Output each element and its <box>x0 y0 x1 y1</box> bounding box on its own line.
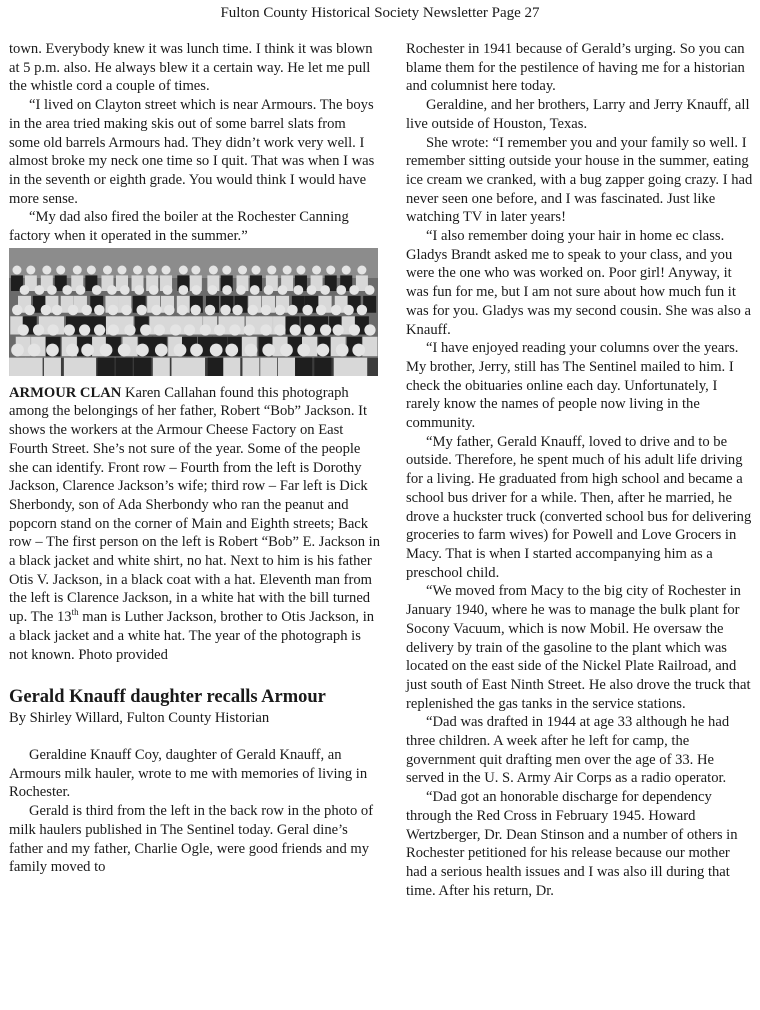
photo-figure-head <box>191 265 200 274</box>
armour-workers-group-photo <box>9 248 378 376</box>
photo-figure-body <box>362 336 377 356</box>
photo-figure-head <box>191 285 201 295</box>
photo-figure-head <box>333 324 344 335</box>
photo-figure-head <box>326 265 335 274</box>
photo-figure-head <box>117 265 126 274</box>
photo-figure-head <box>68 304 79 315</box>
photo-figure-head <box>283 265 292 274</box>
photo-figure-head <box>94 304 105 315</box>
photo-figure-head <box>149 285 159 295</box>
photo-figure-head <box>33 324 44 335</box>
photo-figure-body <box>153 357 170 375</box>
photo-figure-head <box>162 265 171 274</box>
photo-figure-head <box>87 265 96 274</box>
caption-text-b: man is Luther Jackson, brother to Otis Jackson, in a black jacket and a white hat. The year of the photograph is not known. Photo provided <box>9 609 375 663</box>
photo-figure-head <box>140 324 151 335</box>
photo-figure-head <box>136 343 149 356</box>
photo-figure-head <box>244 324 255 335</box>
photo-figure-head <box>174 343 187 356</box>
photo-figure-head <box>24 304 35 315</box>
photo-figure-head <box>92 285 102 295</box>
photo-figure-head <box>12 265 21 274</box>
caption-text-a: Karen Callahan found this photograph among the belongings of her father, Robert “Bob” Jackson. It shows the workers at the Armour Cheese Factory on East Fourth Street. She’s not sure of the year. Some of the people she can identify. Front row – Fourth from the left is Dorothy Jackson, Clarence Jackson’s wife; third row – Far left is Dick Sherbondy, son of Ada Sherbondy who ran the peanut and popcorn stand on the corner of Main and Eighth streets; Back row – The first person on the left is Robert “Bob” E. Jackson in a black jacket and white shirt, no hat. Next to him is his father Otis V. Jackson, in a black coat with a hat. Eleventh man from the left is Clarence Jackson, in a white hat with the bill turned up. The 13 <box>9 384 380 626</box>
right-paragraph-1: Rochester in 1941 because of Gerald’s urging. So you can blame them for the pestilence of having me for a historian and columnist here today. <box>406 41 745 95</box>
photo-figure-head <box>307 285 317 295</box>
photo-figure-head <box>278 285 288 295</box>
photo-figure-head <box>178 285 188 295</box>
photo-figure-head <box>274 324 285 335</box>
photo-figure-head <box>154 324 165 335</box>
photo-figure-head <box>208 285 218 295</box>
photo-figure-head <box>250 285 260 295</box>
photo-figure-head <box>222 265 231 274</box>
photo-figure-head <box>28 343 41 356</box>
caption-superscript: th <box>71 607 79 618</box>
photo-figure-head <box>349 285 359 295</box>
photo-figure-head <box>238 265 247 274</box>
photo-figure-head <box>184 324 195 335</box>
photo-figure-head <box>133 265 142 274</box>
photo-figure-body <box>44 357 61 375</box>
photo-figure-body <box>79 357 96 375</box>
right-column <box>406 40 754 900</box>
photo-figure-head <box>222 285 232 295</box>
photo-figure-head <box>302 304 313 315</box>
right-paragraph-4: “I also remember doing your hair in home ec class. Gladys Brandt asked me to speak to your class, and you were the one who was worked on. Poor girl! Anyway, it was fun for me, but I am not sure about how much fun it was for you. Gladys was my second cousin. She was also a Knauff. <box>406 228 751 338</box>
photo-figure-body <box>208 357 225 375</box>
photo-figure-head <box>47 324 58 335</box>
photo-figure-head <box>287 304 298 315</box>
photo-figure-head <box>225 343 238 356</box>
photo-figure-body <box>223 357 240 375</box>
photo-figure-head <box>76 285 86 295</box>
photo-figure-head <box>120 285 130 295</box>
photo-figure-head <box>12 304 23 315</box>
photo-figure-body <box>116 357 133 375</box>
photo-figure-head <box>94 324 105 335</box>
photo-figure-body <box>334 357 351 375</box>
photo-figure-head <box>352 343 365 356</box>
photo-figure-head <box>66 343 79 356</box>
photo-figure-head <box>64 324 75 335</box>
photo-figure-head <box>103 265 112 274</box>
left-paragraph-3: “My dad also fired the boiler at the Rochester Canning factory when it operated in the summer.” <box>9 209 349 245</box>
article-byline: By Shirley Willard, Fulton County Historian <box>9 710 270 727</box>
right-paragraph-2: Geraldine, and her brothers, Larry and Jerry Knauff, all live outside of Houston, Texas. <box>406 97 750 132</box>
photo-figure-head <box>124 324 135 335</box>
photo-figure-head <box>11 343 24 356</box>
photo-figure-head <box>20 285 30 295</box>
photo-figure-head <box>190 343 203 356</box>
photo-figure-head <box>304 324 315 335</box>
photo-figure-body <box>242 357 259 375</box>
photo-figure-head <box>220 304 231 315</box>
photo-figure-head <box>214 324 225 335</box>
photo-figure-head <box>35 285 45 295</box>
photo-figure-head <box>177 304 188 315</box>
photo-figure-body <box>9 357 26 375</box>
photo-figure-head <box>108 324 119 335</box>
photo-figure-head <box>336 285 346 295</box>
photo-figure-head <box>245 343 258 356</box>
caption-heading: ARMOUR CLAN <box>9 384 122 401</box>
photo-figure-head <box>343 304 354 315</box>
photo-figure-head <box>236 285 246 295</box>
photo-figure-head <box>232 304 243 315</box>
photo-figure-head <box>148 265 157 274</box>
photo-figure-head <box>320 324 331 335</box>
right-paragraph-5: “I have enjoyed reading your columns over the years. My brother, Jerry, still has The Sentinel mailed to him. I check the obituaries online each day. Unfortunately, I rarely know the names of people now living in the community. <box>406 340 739 432</box>
photo-figure-head <box>56 265 65 274</box>
photo-figure-head <box>179 265 188 274</box>
photo-figure-head <box>42 265 51 274</box>
photo-figure-body <box>171 357 188 375</box>
photo-figure-head <box>261 304 272 315</box>
left-paragraph-2: “I lived on Clayton street which is near Armours. The boys in the area tried making skis out of some barrel slats from some old barrels Armours had. They didn’t work very well. I almost broke my neck one time so I quit. That was when I was in the seventh or eighth grade. You would think I would have more sense. <box>9 97 375 207</box>
photo-figure-head <box>81 304 92 315</box>
page-header: Fulton County Historical Society Newsletter Page 27 <box>220 5 540 21</box>
photo-figure-head <box>209 265 218 274</box>
right-paragraph-7: “We moved from Macy to the big city of Rochester in January 1940, where he was to manage the bulk plant for Socony Vacuum, which is now Mobil. He oversaw the delivery by train of the gasoline to the plant which was located on the east side of the Nickel Plate Railroad, and just south of East Ninth Street. He also drove the truck that replenished the gas tanks in the service stations. <box>406 583 751 712</box>
photo-figure-head <box>155 343 168 356</box>
photo-figure-head <box>364 324 375 335</box>
photo-figure-head <box>164 304 175 315</box>
photo-figure-body <box>26 357 43 375</box>
photo-figure-head <box>290 324 301 335</box>
photo-figure-body <box>260 357 277 375</box>
photo-figure-head <box>26 265 35 274</box>
photo-figure-head <box>316 343 329 356</box>
photo-figure-head <box>349 324 360 335</box>
right-paragraph-9: “Dad got an honorable discharge for dependency through the Red Cross in February 1945. Howard Wertzberger, Dr. Dean Stinson and a number of others in Rochester petitioned for his release because our mother had a serious health issues and I was also ill during that time. After his return, Dr. <box>406 789 738 899</box>
right-paragraph-6: “My father, Gerald Knauff, loved to drive and to be outside. Therefore, he spent much of his adult life driving for a living. He graduated from high school and became a school bus driver for a while. Then, after he married, he drove a huckster truck (converted school bus for delivering groceries to farm wives) for Powell and Love Grocers in Macy. That is when I started accompanying him as a preschool child. <box>406 433 752 581</box>
photo-figure-head <box>312 265 321 274</box>
photo-figure-body <box>134 357 151 375</box>
photo-figure-body <box>188 357 205 375</box>
photo-figure-head <box>365 285 375 295</box>
photo-figure-head <box>47 285 57 295</box>
photo-figure-head <box>118 343 131 356</box>
photo-figure-head <box>320 285 330 295</box>
photo-figure-head <box>210 343 223 356</box>
photo-figure-head <box>41 304 52 315</box>
photo-figure-head <box>342 265 351 274</box>
photo-figure-head <box>357 304 368 315</box>
right-paragraph-8: “Dad was drafted in 1944 at age 33 although he had three children. A week after he left for camp, the government quit drafting men over the age of 33. He served in the U. S. Army Air Corps as a radio operator. <box>406 714 730 787</box>
photo-figure-head <box>121 304 131 315</box>
photo-figure-head <box>262 343 275 356</box>
photo-figure-head <box>18 324 29 335</box>
photo-caption <box>9 384 380 665</box>
photo-figure-body <box>350 357 367 375</box>
photo-figure-body <box>295 357 312 375</box>
photo-figure-head <box>108 304 119 315</box>
photo-figure-head <box>297 343 310 356</box>
photo-figure-body <box>314 357 331 375</box>
photo-figure-head <box>79 324 90 335</box>
photo-figure-head <box>170 324 181 335</box>
photo-figure-head <box>136 304 147 315</box>
photo-figure-head <box>190 304 201 315</box>
left-column <box>9 40 380 877</box>
photo-figure-head <box>293 285 303 295</box>
group-photo-image <box>9 248 378 376</box>
photo-figure-head <box>296 265 305 274</box>
photo-figure-head <box>280 343 293 356</box>
photo-figure-head <box>46 343 59 356</box>
photo-figure-head <box>336 343 349 356</box>
photo-figure-head <box>62 285 72 295</box>
photo-figure-head <box>248 304 259 315</box>
right-paragraph-3: She wrote: “I remember you and your family so well. I remember sitting outside your house in the summer, eating ice cream we cranked, with a bug zapper going crazy. I had never seen one before, and I was fascinated. Just like watching TV in later years! <box>406 134 753 226</box>
photo-figure-head <box>316 304 327 315</box>
article-title: Gerald Knauff daughter recalls Armour <box>9 687 326 708</box>
photo-figure-head <box>107 285 117 295</box>
photo-figure-head <box>151 304 162 315</box>
photo-figure-body <box>98 357 115 375</box>
photo-figure-body <box>278 357 295 375</box>
left-paragraph-4: Geraldine Knauff Coy, daughter of Gerald Knauff, an Armours milk hauler, wrote to me with memories of living in Rochester. <box>9 746 368 801</box>
photo-figure-head <box>163 285 173 295</box>
photo-figure-head <box>134 285 144 295</box>
left-paragraph-1: town. Everybody knew it was lunch time. I think it was blown at 5 p.m. also. He always blew it a certain way. He let me pull the whistle cord a couple of times. <box>9 41 373 95</box>
photo-figure-head <box>357 265 366 274</box>
photo-figure-head <box>73 265 82 274</box>
photo-figure-head <box>229 324 240 335</box>
photo-figure-head <box>275 304 286 315</box>
photo-figure-head <box>205 304 216 315</box>
photo-figure-head <box>200 324 211 335</box>
photo-figure-head <box>52 304 63 315</box>
photo-figure-head <box>252 265 261 274</box>
photo-figure-head <box>100 343 113 356</box>
left-paragraph-5: Gerald is third from the left in the back row in the photo of milk haulers published in The Sentinel today. Geral dine’s father and my father, Charlie Ogle, were good friends and my family moved to <box>9 803 374 876</box>
photo-figure-head <box>267 265 276 274</box>
photo-figure-head <box>264 285 274 295</box>
photo-figure-head <box>260 324 271 335</box>
photo-figure-head <box>331 304 342 315</box>
photo-figure-body <box>64 357 81 375</box>
photo-figure-head <box>81 343 94 356</box>
